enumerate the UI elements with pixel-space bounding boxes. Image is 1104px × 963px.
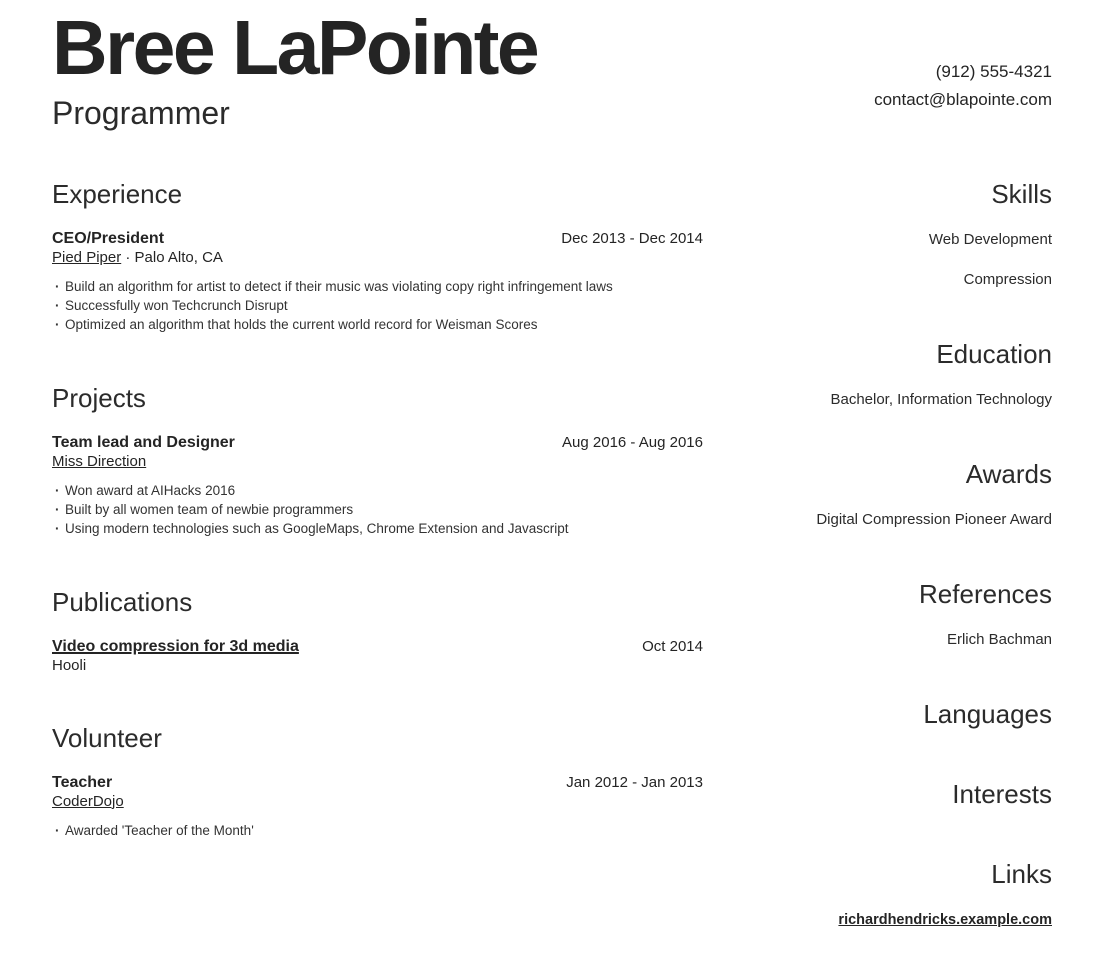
publication-title-link[interactable]: Video compression for 3d media xyxy=(52,637,299,655)
experience-entry xyxy=(52,230,703,334)
section-languages xyxy=(703,698,1052,730)
heading-volunteer: Volunteer xyxy=(52,722,162,753)
section-education xyxy=(703,338,1052,410)
identity-block xyxy=(52,5,538,132)
heading-references: References xyxy=(919,578,1052,609)
entry-title: CEO/President xyxy=(52,229,165,247)
company-link[interactable]: Pied Piper xyxy=(52,248,122,266)
entry-subline xyxy=(52,453,703,470)
bullet-item: · Build an algorithm for artist to detect if their music was violating copy right infringement laws xyxy=(52,277,703,296)
bullet-list xyxy=(52,481,703,538)
person-job-title: Programmer xyxy=(52,95,230,131)
entry-subline xyxy=(52,793,703,810)
publication-entry xyxy=(52,638,703,674)
bullet-item: · Won award at AIHacks 2016 xyxy=(52,481,703,500)
main-column xyxy=(52,178,703,930)
bullet-list xyxy=(52,821,703,840)
personal-website-link[interactable]: richardhendricks.example.com xyxy=(838,911,1052,928)
phone-number: (912) 555-4321 xyxy=(935,62,1052,81)
section-volunteer xyxy=(52,722,703,840)
project-link[interactable]: Miss Direction xyxy=(52,452,147,470)
heading-links: Links xyxy=(991,858,1052,889)
entry-title: Team lead and Designer xyxy=(52,433,235,451)
entry-head xyxy=(52,434,703,452)
volunteer-entry xyxy=(52,774,703,840)
entry-title: Teacher xyxy=(52,773,113,791)
heading-publications: Publications xyxy=(52,586,193,617)
entry-location: · Palo Alto, CA xyxy=(121,248,223,266)
contact-block xyxy=(874,58,1052,114)
section-experience xyxy=(52,178,703,334)
section-skills xyxy=(703,178,1052,290)
email-address: contact@blapointe.com xyxy=(874,90,1052,109)
link-item-wrap xyxy=(703,890,1052,930)
bullet-list xyxy=(52,277,703,334)
education-item: Bachelor, Information Technology xyxy=(830,390,1052,408)
heading-languages: Languages xyxy=(923,698,1052,729)
section-publications xyxy=(52,586,703,674)
resume-columns xyxy=(52,178,1052,930)
bullet-item: · Using modern technologies such as GoogleMaps, Chrome Extension and Javascript xyxy=(52,519,703,538)
side-column xyxy=(703,178,1052,930)
heading-projects: Projects xyxy=(52,382,146,413)
entry-date: Aug 2016 - Aug 2016 xyxy=(562,433,703,451)
heading-interests: Interests xyxy=(952,778,1052,809)
heading-experience: Experience xyxy=(52,178,183,209)
entry-date: Oct 2014 xyxy=(642,637,703,655)
bullet-item: · Awarded 'Teacher of the Month' xyxy=(52,821,703,840)
bullet-item: · Built by all women team of newbie programmers xyxy=(52,500,703,519)
skill-item: Compression xyxy=(963,270,1052,288)
section-interests xyxy=(703,778,1052,810)
heading-skills: Skills xyxy=(991,178,1052,209)
section-links xyxy=(703,858,1052,930)
heading-education: Education xyxy=(936,338,1052,369)
entry-head xyxy=(52,638,703,656)
resume-header xyxy=(52,5,1052,132)
award-item: Digital Compression Pioneer Award xyxy=(816,510,1052,528)
bullet-item: · Optimized an algorithm that holds the current world record for Weisman Scores xyxy=(52,315,703,334)
entry-head xyxy=(52,230,703,248)
organization-link[interactable]: CoderDojo xyxy=(52,792,124,810)
person-name: Bree LaPointe xyxy=(52,5,538,91)
entry-date: Jan 2012 - Jan 2013 xyxy=(566,773,703,791)
entry-date: Dec 2013 - Dec 2014 xyxy=(561,229,703,247)
heading-awards: Awards xyxy=(965,458,1052,489)
entry-head xyxy=(52,774,703,792)
publisher-name: Hooli xyxy=(52,656,87,674)
bullet-item: · Successfully won Techcrunch Disrupt xyxy=(52,296,703,315)
section-awards xyxy=(703,458,1052,530)
project-entry xyxy=(52,434,703,538)
reference-item: Erlich Bachman xyxy=(946,630,1052,648)
entry-subline xyxy=(52,249,703,266)
section-projects xyxy=(52,382,703,538)
skill-item: Web Development xyxy=(928,230,1052,248)
section-references xyxy=(703,578,1052,650)
